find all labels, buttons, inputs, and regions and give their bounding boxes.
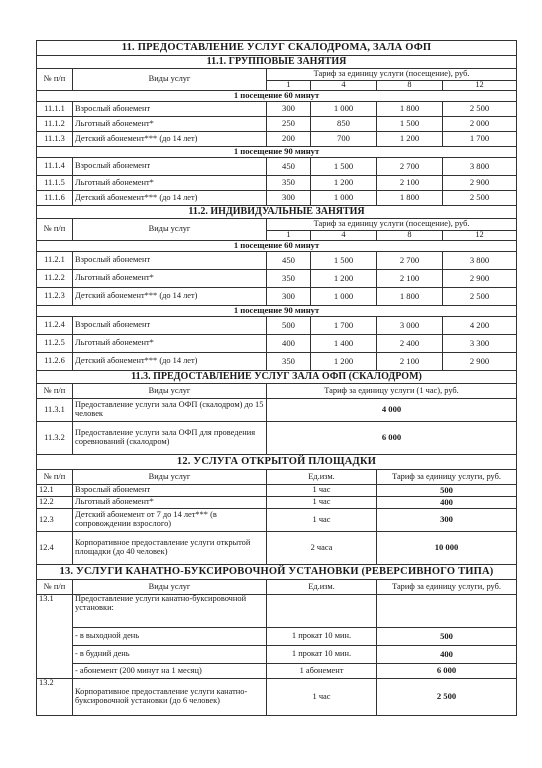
price-1: 350	[267, 270, 311, 288]
header-num: № п/п	[37, 580, 73, 595]
group-90-min: 1 посещение 90 минут	[37, 306, 517, 317]
row-num: 11.2.3	[37, 288, 73, 306]
table-row	[37, 628, 517, 646]
price-8: 1 800	[377, 102, 443, 117]
row-price: 300	[377, 509, 517, 532]
price-12: 2 900	[443, 270, 517, 288]
row-service: Предоставление услуги канатно-буксировочной установки:	[73, 595, 267, 628]
row-num: 11.1.3	[37, 132, 73, 147]
group-60-min: 1 посещение 60 минут	[37, 91, 517, 102]
table-row	[37, 132, 517, 147]
price-8: 2 100	[377, 270, 443, 288]
row-price: 6 000	[267, 422, 517, 455]
table-row	[37, 102, 517, 117]
row-num: 11.2.5	[37, 335, 73, 353]
price-4: 1 200	[311, 353, 377, 371]
header-tariff: Тариф за единицу услуги, руб.	[377, 580, 517, 595]
row-num: 11.3.1	[37, 399, 73, 422]
row-service: Предоставление услуги зала ОФП для проведения соревнований (скалодром)	[73, 422, 267, 455]
row-service: Льготный абонемент*	[73, 335, 267, 353]
row-unit: 1 час	[267, 509, 377, 532]
table-row	[37, 176, 517, 191]
row-unit: 1 час	[267, 485, 377, 497]
header-num: № п/п	[37, 69, 73, 91]
table-row	[37, 270, 517, 288]
price-1: 250	[267, 117, 311, 132]
row-service: Корпоративное предоставление услуги открытой площадки (до 40 человек)	[73, 532, 267, 565]
price-8: 3 000	[377, 317, 443, 335]
row-price: 10 000	[377, 532, 517, 565]
row-service: Взрослый абонемент	[73, 158, 267, 176]
row-num: 11.1.1	[37, 102, 73, 117]
row-num: 11.1.5	[37, 176, 73, 191]
price-12: 3 800	[443, 252, 517, 270]
price-12: 2 500	[443, 288, 517, 306]
col-8: 8	[377, 231, 443, 241]
table-row	[37, 485, 517, 497]
header-services: Виды услуг	[73, 470, 267, 485]
price-8: 2 100	[377, 353, 443, 371]
row-service: Льготный абонемент*	[73, 176, 267, 191]
price-4: 700	[311, 132, 377, 147]
price-1: 350	[267, 353, 311, 371]
price-8: 2 400	[377, 335, 443, 353]
header-num: № п/п	[37, 470, 73, 485]
price-1: 200	[267, 132, 311, 147]
price-8: 2 700	[377, 158, 443, 176]
price-12: 3 300	[443, 335, 517, 353]
row-num: 11.1.6	[37, 191, 73, 206]
price-table	[36, 40, 517, 716]
table-row	[37, 317, 517, 335]
row-num: 11.2.4	[37, 317, 73, 335]
row-unit: 2 часа	[267, 532, 377, 565]
section-13-title: 13. УСЛУГИ КАНАТНО-БУКСИРОВОЧНОЙ УСТАНОВКИ (РЕВЕРСИВНОГО ТИПА)	[37, 565, 517, 580]
row-service: Взрослый абонемент	[73, 252, 267, 270]
price-12: 2 500	[443, 102, 517, 117]
price-4: 1 200	[311, 270, 377, 288]
table-row	[37, 191, 517, 206]
row-service: - в выходной день	[73, 628, 267, 646]
col-1: 1	[267, 81, 311, 91]
row-num: 11.2.1	[37, 252, 73, 270]
row-service: Детский абонемент*** (до 14 лет)	[73, 132, 267, 147]
table-row	[37, 288, 517, 306]
price-4: 1 000	[311, 102, 377, 117]
row-num: 11.1.2	[37, 117, 73, 132]
header-services: Виды услуг	[73, 384, 267, 399]
table-row	[37, 679, 517, 716]
row-service: Детский абонемент*** (до 14 лет)	[73, 191, 267, 206]
row-price: 400	[377, 646, 517, 664]
price-12: 2 000	[443, 117, 517, 132]
table-row	[37, 664, 517, 679]
table-row	[37, 335, 517, 353]
row-unit: 1 абонемент	[267, 664, 377, 679]
row-num: 11.3.2	[37, 422, 73, 455]
row-unit: 1 прокат 10 мин.	[267, 628, 377, 646]
col-12: 12	[443, 231, 517, 241]
table-row	[37, 509, 517, 532]
row-price: 6 000	[377, 664, 517, 679]
row-num: 12.2	[37, 497, 73, 509]
price-1: 500	[267, 317, 311, 335]
row-price: 500	[377, 485, 517, 497]
header-services: Виды услуг	[73, 580, 267, 595]
header-num: № п/п	[37, 219, 73, 241]
price-1: 350	[267, 176, 311, 191]
section-11-2-title: 11.2. ИНДИВИДУАЛЬНЫЕ ЗАНЯТИЯ	[37, 206, 517, 219]
price-8: 1 500	[377, 117, 443, 132]
price-12: 2 900	[443, 353, 517, 371]
row-service: Льготный абонемент*	[73, 270, 267, 288]
row-service: Льготный абонемент*	[73, 117, 267, 132]
header-tariff: Тариф за единицу услуги, руб.	[377, 470, 517, 485]
col-1: 1	[267, 231, 311, 241]
row-service: Детский абонемент*** (до 14 лет)	[73, 353, 267, 371]
col-4: 4	[311, 231, 377, 241]
row-service: Детский абонемент*** (до 14 лет)	[73, 288, 267, 306]
header-services: Виды услуг	[73, 69, 267, 91]
row-price: 500	[377, 628, 517, 646]
row-service: Предоставление услуги зала ОФП (скалодром) до 15 человек	[73, 399, 267, 422]
price-4: 1 400	[311, 335, 377, 353]
price-4: 1 000	[311, 288, 377, 306]
row-service: Взрослый абонемент	[73, 317, 267, 335]
row-num: 11.2.2	[37, 270, 73, 288]
row-service: Взрослый абонемент	[73, 102, 267, 117]
row-num: 12.3	[37, 509, 73, 532]
header-unit: Ед.изм.	[267, 580, 377, 595]
header-tariff: Тариф за единицу услуги (посещение), руб.	[267, 69, 517, 81]
row-price: 2 500	[377, 679, 517, 716]
price-12: 2 500	[443, 191, 517, 206]
price-1: 300	[267, 102, 311, 117]
price-8: 1 800	[377, 191, 443, 206]
section-11-1-title: 11.1. ГРУППОВЫЕ ЗАНЯТИЯ	[37, 56, 517, 69]
row-service: Взрослый абонемент	[73, 485, 267, 497]
row-num: 11.2.6	[37, 353, 73, 371]
price-8: 2 100	[377, 176, 443, 191]
group-90-min: 1 посещение 90 минут	[37, 147, 517, 158]
header-unit: Ед.изм.	[267, 470, 377, 485]
table-row	[37, 158, 517, 176]
price-12: 3 800	[443, 158, 517, 176]
header-tariff: Тариф за единицу услуги (1 час), руб.	[267, 384, 517, 399]
price-1: 450	[267, 252, 311, 270]
price-1: 300	[267, 191, 311, 206]
table-row	[37, 252, 517, 270]
row-service: Льготный абонемент*	[73, 497, 267, 509]
price-8: 1 800	[377, 288, 443, 306]
table-row	[37, 497, 517, 509]
price-12: 1 700	[443, 132, 517, 147]
section-11-3-title: 11.3. ПРЕДОСТАВЛЕНИЕ УСЛУГ ЗАЛА ОФП (СКАЛОДРОМ)	[37, 371, 517, 384]
price-4: 1 700	[311, 317, 377, 335]
price-4: 1 500	[311, 158, 377, 176]
table-row	[37, 353, 517, 371]
table-row	[37, 117, 517, 132]
row-num: 12.1	[37, 485, 73, 497]
header-num: № п/п	[37, 384, 73, 399]
table-row	[37, 595, 517, 628]
price-8: 1 200	[377, 132, 443, 147]
table-row	[37, 646, 517, 664]
price-1: 450	[267, 158, 311, 176]
price-12: 4 200	[443, 317, 517, 335]
col-12: 12	[443, 81, 517, 91]
group-60-min: 1 посещение 60 минут	[37, 241, 517, 252]
row-service: - абонемент (200 минут на 1 месяц)	[73, 664, 267, 679]
price-1: 400	[267, 335, 311, 353]
row-num: 11.1.4	[37, 158, 73, 176]
row-num: 13.1	[37, 595, 73, 679]
row-service: Детский абонемент от 7 до 14 лет*** (в сопровождении взрослого)	[73, 509, 267, 532]
col-4: 4	[311, 81, 377, 91]
header-services: Виды услуг	[73, 219, 267, 241]
row-service: Корпоративное предоставление услуги канатно-буксировочной установки (до 6 человек)	[73, 679, 267, 716]
row-unit: 1 час	[267, 679, 377, 716]
row-price: 400	[377, 497, 517, 509]
header-tariff: Тариф за единицу услуги (посещение), руб.	[267, 219, 517, 231]
section-11-title: 11. ПРЕДОСТАВЛЕНИЕ УСЛУГ СКАЛОДРОМА, ЗАЛА ОФП	[37, 41, 517, 56]
price-1: 300	[267, 288, 311, 306]
row-num: 12.4	[37, 532, 73, 565]
table-row	[37, 422, 517, 455]
price-4: 1 500	[311, 252, 377, 270]
row-num: 13.2	[37, 679, 73, 716]
table-row	[37, 399, 517, 422]
price-12: 2 900	[443, 176, 517, 191]
col-8: 8	[377, 81, 443, 91]
table-row	[37, 532, 517, 565]
row-unit: 1 прокат 10 мин.	[267, 646, 377, 664]
price-4: 1 000	[311, 191, 377, 206]
price-4: 850	[311, 117, 377, 132]
price-4: 1 200	[311, 176, 377, 191]
row-price: 4 000	[267, 399, 517, 422]
section-12-title: 12. УСЛУГА ОТКРЫТОЙ ПЛОЩАДКИ	[37, 455, 517, 470]
price-8: 2 700	[377, 252, 443, 270]
row-service: - в будний день	[73, 646, 267, 664]
row-unit: 1 час	[267, 497, 377, 509]
price-list-page	[36, 40, 516, 716]
